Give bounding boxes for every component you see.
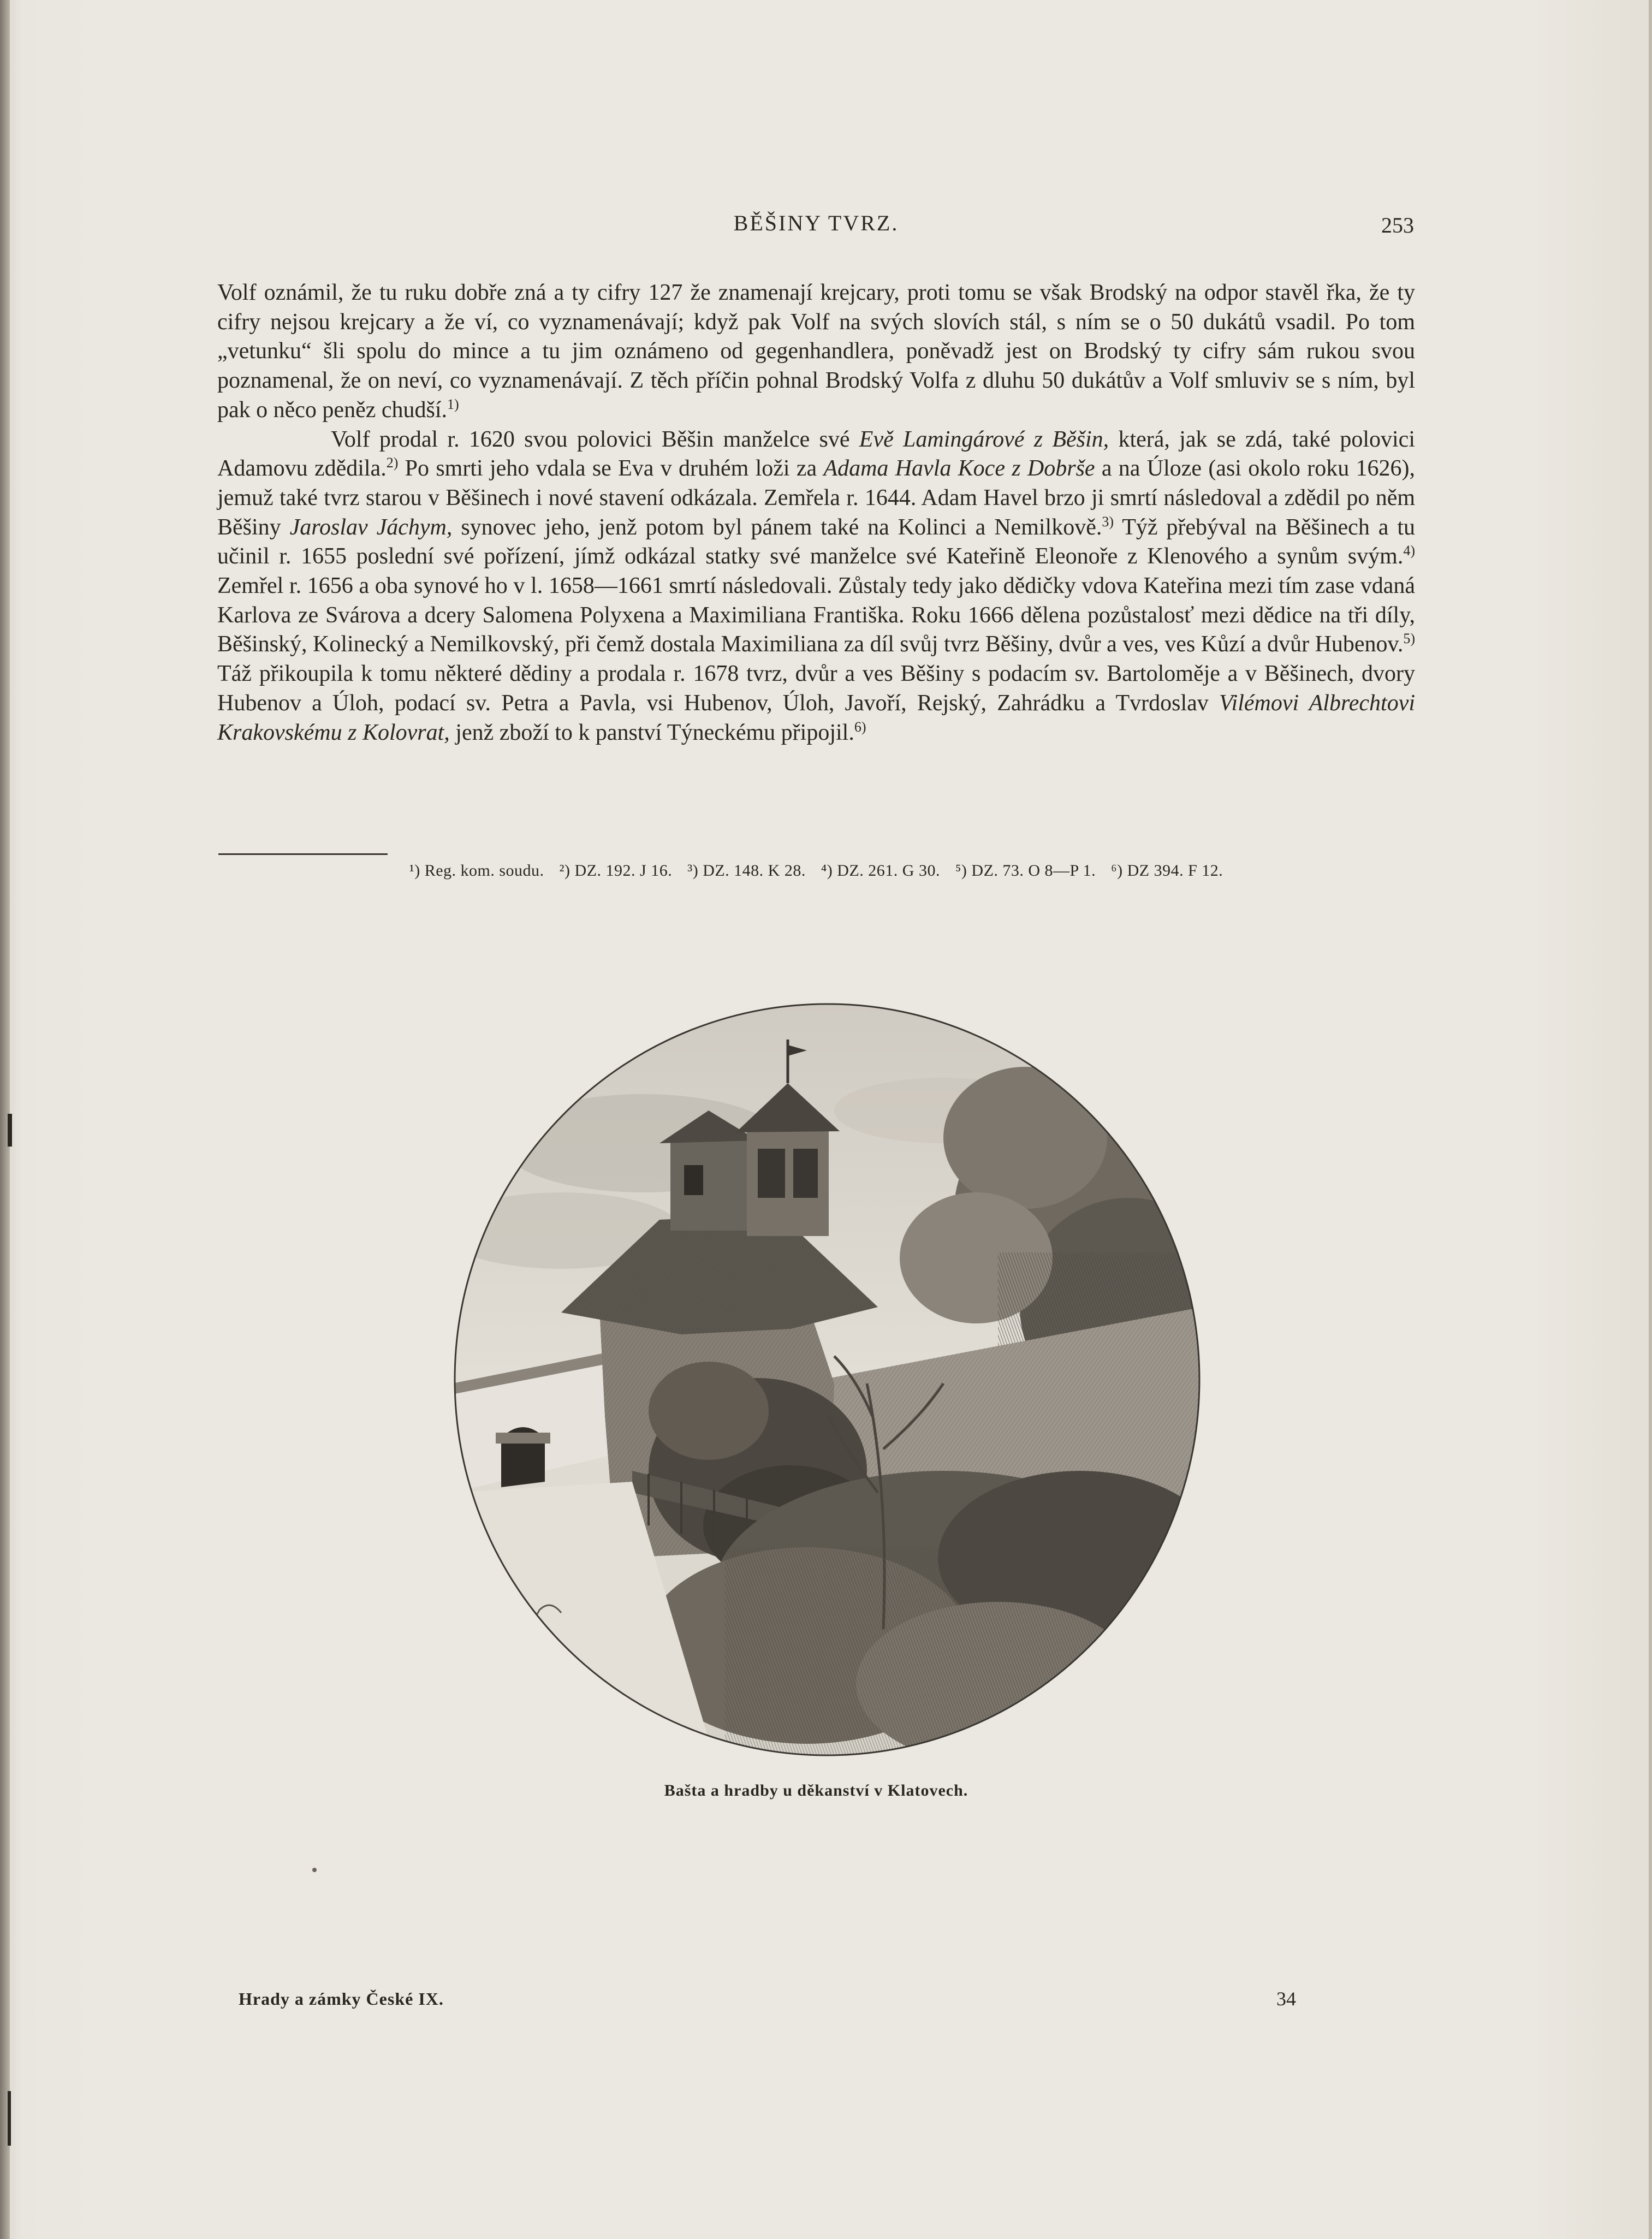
text-run: Táž přikoupila k tomu některé dědiny a prodala r. 1678 tvrz, dvůr a ves Běšiny s podacím sv. Bartoloměje a v Běšinech, dvory Hubenov a Úloh, podací sv. Petra a Pavla, vsi Hubenov, Úloh, Javoří, Rejský, Zahrádku a Tvrdoslav <box>217 661 1415 716</box>
edge-mark <box>8 2091 11 2146</box>
page-number: 253 <box>1381 213 1414 237</box>
running-head <box>218 210 1414 243</box>
footnote: ⁴) DZ. 261. G 30. <box>821 862 940 880</box>
text-run: synovec jeho, jenž potom byl pánem také na Kolinci a Nemilkově. <box>452 514 1102 540</box>
footnote-ref: 1) <box>447 396 459 412</box>
text-run: Volf oznámil, že tu ruku dobře zná a ty cifry 127 že znamenají krejcary, proti tomu se však Brodský na odpor stavěl řka, že ty cifry nejsou krejcary a že ví, co vyznamenávají; když pak Volf na svých slovích stál, s ním se o 50 dukátů vsadil. Po tom „vetunku“ šli spolu do mince a tu jim oznámeno od gegenhandlera, poněvadž jest on Brodský ty cifry sám rukou svou poznamenal, že on neví, co vyznamenávají. Z těch příčin pohnal Brodský Volfa z dluhu 50 dukátův a Volf smluviv se s ním, byl pak o něco peněz chudší. <box>217 280 1415 423</box>
figure-caption: Bašta a hradby u děkanství v Klatovech. <box>664 1781 968 1799</box>
text-run: jenž zboží to k panství Týneckému připojil. <box>449 720 854 745</box>
footer-signature-number: 34 <box>1276 1988 1296 2010</box>
text-run: Týž přebýval na Běšinech a tu učinil r. 1655 poslední své pořízení, jímž odkázal statky své manželce své Kateřině Eleonoře z Klenového a synům svým. <box>217 514 1415 569</box>
text-run: Zemřel r. 1656 a oba synové ho v l. 1658—1661 smrtí následovali. Zůstaly tedy jako dědičky vdova Kateřina mezi tím zase vdaná Karlova ze Svárova a dcery Salomena Polyxena a Maximiliana Františka. Roku 1666 dělena pozůstalosť mezi dědice na tři díly, Běšinský, Kolinecký a Nemilkovský, při čemž dostala Maximiliana za díl svůj tvrz Běšiny, dvůr a ves, ves Kůzí a dvůr Hubenov. <box>217 573 1415 657</box>
footnote-ref: 4) <box>1403 543 1415 559</box>
footnote: ¹) Reg. kom. soudu. <box>409 862 544 880</box>
text-run: která, jak se zdá, také polovici Adamovu zdědila. <box>217 426 1415 482</box>
footnote-ref: 6) <box>854 718 866 735</box>
paragraph <box>217 425 1415 748</box>
paragraph <box>217 278 1415 425</box>
body-text <box>217 278 1415 747</box>
running-title: BĚŠINY TVRZ. <box>733 211 899 235</box>
footnote: ²) DZ. 192. J 16. <box>559 862 673 880</box>
footnote-rule <box>218 853 388 855</box>
footnotes <box>218 862 1414 880</box>
footnote: ³) DZ. 148. K 28. <box>687 862 806 880</box>
footnote-ref: 3) <box>1102 513 1114 530</box>
footer-book-title: Hrady a zámky České IX. <box>239 1989 444 2009</box>
footnote: ⁶) DZ 394. F 12. <box>1111 862 1223 880</box>
text-run: Po smrti jeho vdala se Eva v druhém loži za <box>398 456 824 482</box>
text-run: Volf prodal r. 1620 svou polovici Běšin manželce své <box>331 426 859 452</box>
italic-name: Adama Havla Koce z Dobrše <box>823 456 1095 482</box>
italic-name: Vilémovi Albrechtovi Krakovskému z Kolovrat, <box>217 690 1416 745</box>
footnote: ⁵) DZ. 73. O 8—P 1. <box>955 862 1096 880</box>
edge-mark <box>8 1114 12 1147</box>
italic-name: Evě Lamingárové z Běšin, <box>859 426 1109 452</box>
footnote-ref: 5) <box>1403 631 1415 647</box>
page-edge <box>1649 0 1652 2239</box>
italic-name: Jaroslav Jáchym, <box>289 514 453 540</box>
engraving-illustration <box>452 1001 1202 1758</box>
footnote-ref: 2) <box>386 455 399 471</box>
text-run: a na Úloze (asi okolo roku 1626), jemuž také tvrz starou v Běšinech i nové stavení odkázala. Zemřela r. 1644. Adam Havel brzo ji smrtí následoval a zdědil po něm Běšiny <box>217 456 1415 540</box>
ink-dot <box>312 1868 317 1872</box>
